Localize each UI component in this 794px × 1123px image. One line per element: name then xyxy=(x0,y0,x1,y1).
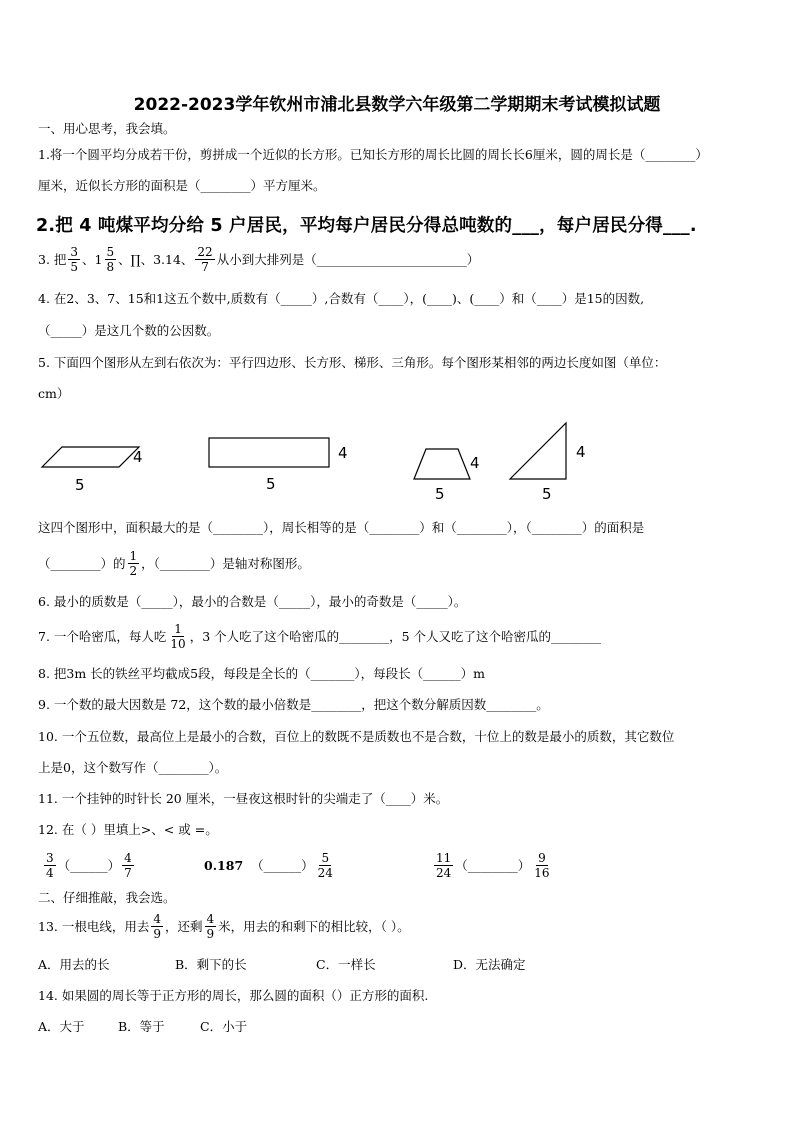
parallelogram-base-label: 5 xyxy=(75,476,85,494)
fraction-3-5: $\frac{3}{5}$ xyxy=(70,245,79,274)
question-3-sep: 、1 xyxy=(82,251,103,267)
question-13-option-a[interactable]: A．用去的长 xyxy=(38,957,110,972)
section-2-heading: 二、仔细推敲，我会选。 xyxy=(38,890,176,905)
question-5-line-4-b: ，（________）是轴对称图形。 xyxy=(141,555,310,571)
fraction-1-2: $\frac{1}{2}$ xyxy=(129,549,138,578)
question-13 xyxy=(38,912,410,941)
parallelogram-shape xyxy=(42,447,139,467)
question-1-line-1: 1.将一个圆平均分成若干份，剪拼成一个近似的长方形。已知长方形的周长比圆的周长长6厘米，圆的周长是（________） xyxy=(38,147,708,162)
compare-blank-3: （________） xyxy=(455,857,531,873)
trapezoid-base-label: 5 xyxy=(435,485,445,503)
question-3-prefix: 3. 把 xyxy=(38,251,67,267)
question-3-mid: 、∏、3.14、 xyxy=(118,251,194,267)
triangle-shape xyxy=(510,423,566,479)
question-13-option-d[interactable]: D．无法确定 xyxy=(453,957,526,972)
question-12: 12. 在（ ）里填上>、< 或 =。 xyxy=(38,822,218,837)
compare-item-1 xyxy=(42,851,136,880)
fraction-22-7: $\frac{22}{7}$ xyxy=(197,245,213,274)
rectangle-side-label: 4 xyxy=(338,444,348,462)
fraction-4-9-a: $\frac{4}{9}$ xyxy=(153,912,161,941)
section-1-heading: 一、用心思考，我会填。 xyxy=(38,121,176,136)
question-4-line-1: 4. 在2、3、7、15和1这五个数中,质数有（_____）,合数有（____），(____)、(____）和（____）是15的因数, xyxy=(38,291,645,306)
triangle-base-label: 5 xyxy=(542,485,552,503)
question-14-option-a[interactable]: A．大于 xyxy=(38,1019,85,1034)
question-5-line-4 xyxy=(38,549,310,578)
question-11: 11. 一个挂钟的时针长 20 厘米，一昼夜这根时针的尖端走了（____）米。 xyxy=(38,791,449,806)
question-5-line-3: 这四个图形中，面积最大的是（________），周长相等的是（________）和（________），（________）的面积是 xyxy=(38,520,645,535)
fraction-5-8: $\frac{5}{8}$ xyxy=(106,245,115,274)
question-5-line-1: 5. 下面四个图形从左到右依次为：平行四边形、长方形、梯形、三角形。每个图形某相邻的两边长度如图（单位： xyxy=(38,355,667,370)
question-7-b: ，3 个人吃了这个哈密瓜的________，5 个人又吃了这个哈密瓜的________ xyxy=(189,628,602,644)
question-6: 6. 最小的质数是（_____），最小的合数是（_____），最小的奇数是（_____）。 xyxy=(38,594,467,609)
fraction-11-24: $\frac{11}{24}$ xyxy=(436,851,452,880)
question-7-a: 7. 一个哈密瓜，每人吃 xyxy=(38,628,167,644)
question-7 xyxy=(38,622,601,651)
trapezoid-shape xyxy=(414,449,470,479)
fraction-4-7: $\frac{4}{7}$ xyxy=(124,851,132,880)
fraction-9-16: $\frac{9}{16}$ xyxy=(534,851,550,880)
question-13-option-c[interactable]: C．一样长 xyxy=(316,957,376,972)
question-2: 2.把 4 吨煤平均分给 5 户居民，平均每户居民分得总吨数的___，每户居民分得___. xyxy=(36,216,697,236)
question-13-b: ，还剩 xyxy=(165,918,203,934)
question-13-option-b[interactable]: B．剩下的长 xyxy=(175,957,247,972)
triangle-side-label: 4 xyxy=(576,443,586,461)
compare-item-2 xyxy=(204,851,337,880)
question-14: 14. 如果圆的周长等于正方形的周长，那么圆的面积（）正方形的面积. xyxy=(38,988,429,1003)
question-13-c: 米，用去的和剩下的相比较，（ ）。 xyxy=(218,918,410,934)
question-3-suffix: 从小到大排列是（________________________） xyxy=(216,251,480,267)
question-14-option-b[interactable]: B．等于 xyxy=(118,1019,165,1034)
fraction-1-10: $\frac{1}{10}$ xyxy=(170,622,186,651)
rectangle-base-label: 5 xyxy=(266,475,276,493)
question-9: 9. 一个数的最大因数是 72，这个数的最小倍数是________，把这个数分解质因数________。 xyxy=(38,697,549,712)
question-1-line-2: 厘米，近似长方形的面积是（________）平方厘米。 xyxy=(38,178,326,193)
compare-blank-2: （______） xyxy=(251,857,314,873)
compare-blank-1: （______） xyxy=(57,857,121,873)
rectangle-shape xyxy=(209,438,329,467)
page-title: 2022-2023学年钦州市浦北县数学六年级第二学期期末考试模拟试题 xyxy=(133,95,661,115)
compare-item-3 xyxy=(432,851,554,880)
question-13-a: 13. 一根电线，用去 xyxy=(38,918,150,934)
question-10-line-1: 10. 一个五位数，最高位上是最小的合数，百位上的数既不是质数也不是合数，十位上的数是最小的质数，其它数位 xyxy=(38,729,675,744)
compare-left-value: 0.187 xyxy=(204,857,244,873)
question-5-line-2: cm） xyxy=(38,386,70,401)
question-14-option-c[interactable]: C．小于 xyxy=(200,1019,248,1034)
fraction-4-9-b: $\frac{4}{9}$ xyxy=(206,912,215,941)
question-5-line-4-a: （________）的 xyxy=(38,555,126,571)
trapezoid-side-label: 4 xyxy=(470,454,480,472)
fraction-3-4: $\frac{3}{4}$ xyxy=(46,851,54,880)
question-8: 8. 把3m 长的铁丝平均截成5段，每段是全长的（_______），每段长（______）m xyxy=(38,666,485,681)
fraction-5-24: $\frac{5}{24}$ xyxy=(317,851,333,880)
question-4-line-2: （_____）是这几个数的公因数。 xyxy=(38,323,220,338)
question-10-line-2: 上是0，这个数写作（________）。 xyxy=(38,760,228,775)
parallelogram-side-label: 4 xyxy=(133,448,143,466)
